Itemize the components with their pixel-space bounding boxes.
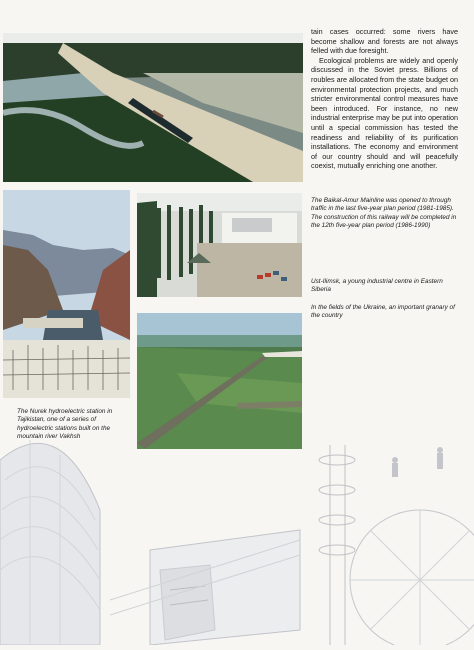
caption-ukrainian-fields: In the fields of the Ukraine, an important granary of the country [311,304,455,320]
caption-nurek: The Nurek hydroelectric station in Tajikistan, one of a series of hydroelectric stations built on the mountain river Vakhsh [17,408,113,441]
photo-ust-ilimsk [137,193,302,297]
caption-baikal-amur: The Baikal-Amur Mainline was opened to through traffic in the last five-year plan period (1981-1985). The construction of this railway will be completed in the 12th five-year plan period (1986-1990) [311,197,457,230]
photo-nurek-hydroelectric-station [3,190,130,398]
article-paragraph: Ecological problems are widely and openly discussed in the Soviet press. Billions of roubles are allocated from the state budget on environmental protection projects, and much stricter environmental control measures have been introduced. For instance, no new industrial enterprise may be put into operation until a special commission has tested the readiness and reliability of its purification installations. The economy and environment of our country should and will peacefully coexist, mutually enriching one another. [311,55,458,171]
photo-baikal-amur-railway [3,33,303,182]
article-body-text [311,27,458,171]
caption-ust-ilimsk: Ust-Ilimsk, a young industrial centre in Eastern Siberia [311,278,443,294]
article-paragraph: tain cases occurred: some rivers have become shallow and forests are not always felled with due foresight. [311,27,458,56]
decorative-sketch-collage [0,400,474,645]
